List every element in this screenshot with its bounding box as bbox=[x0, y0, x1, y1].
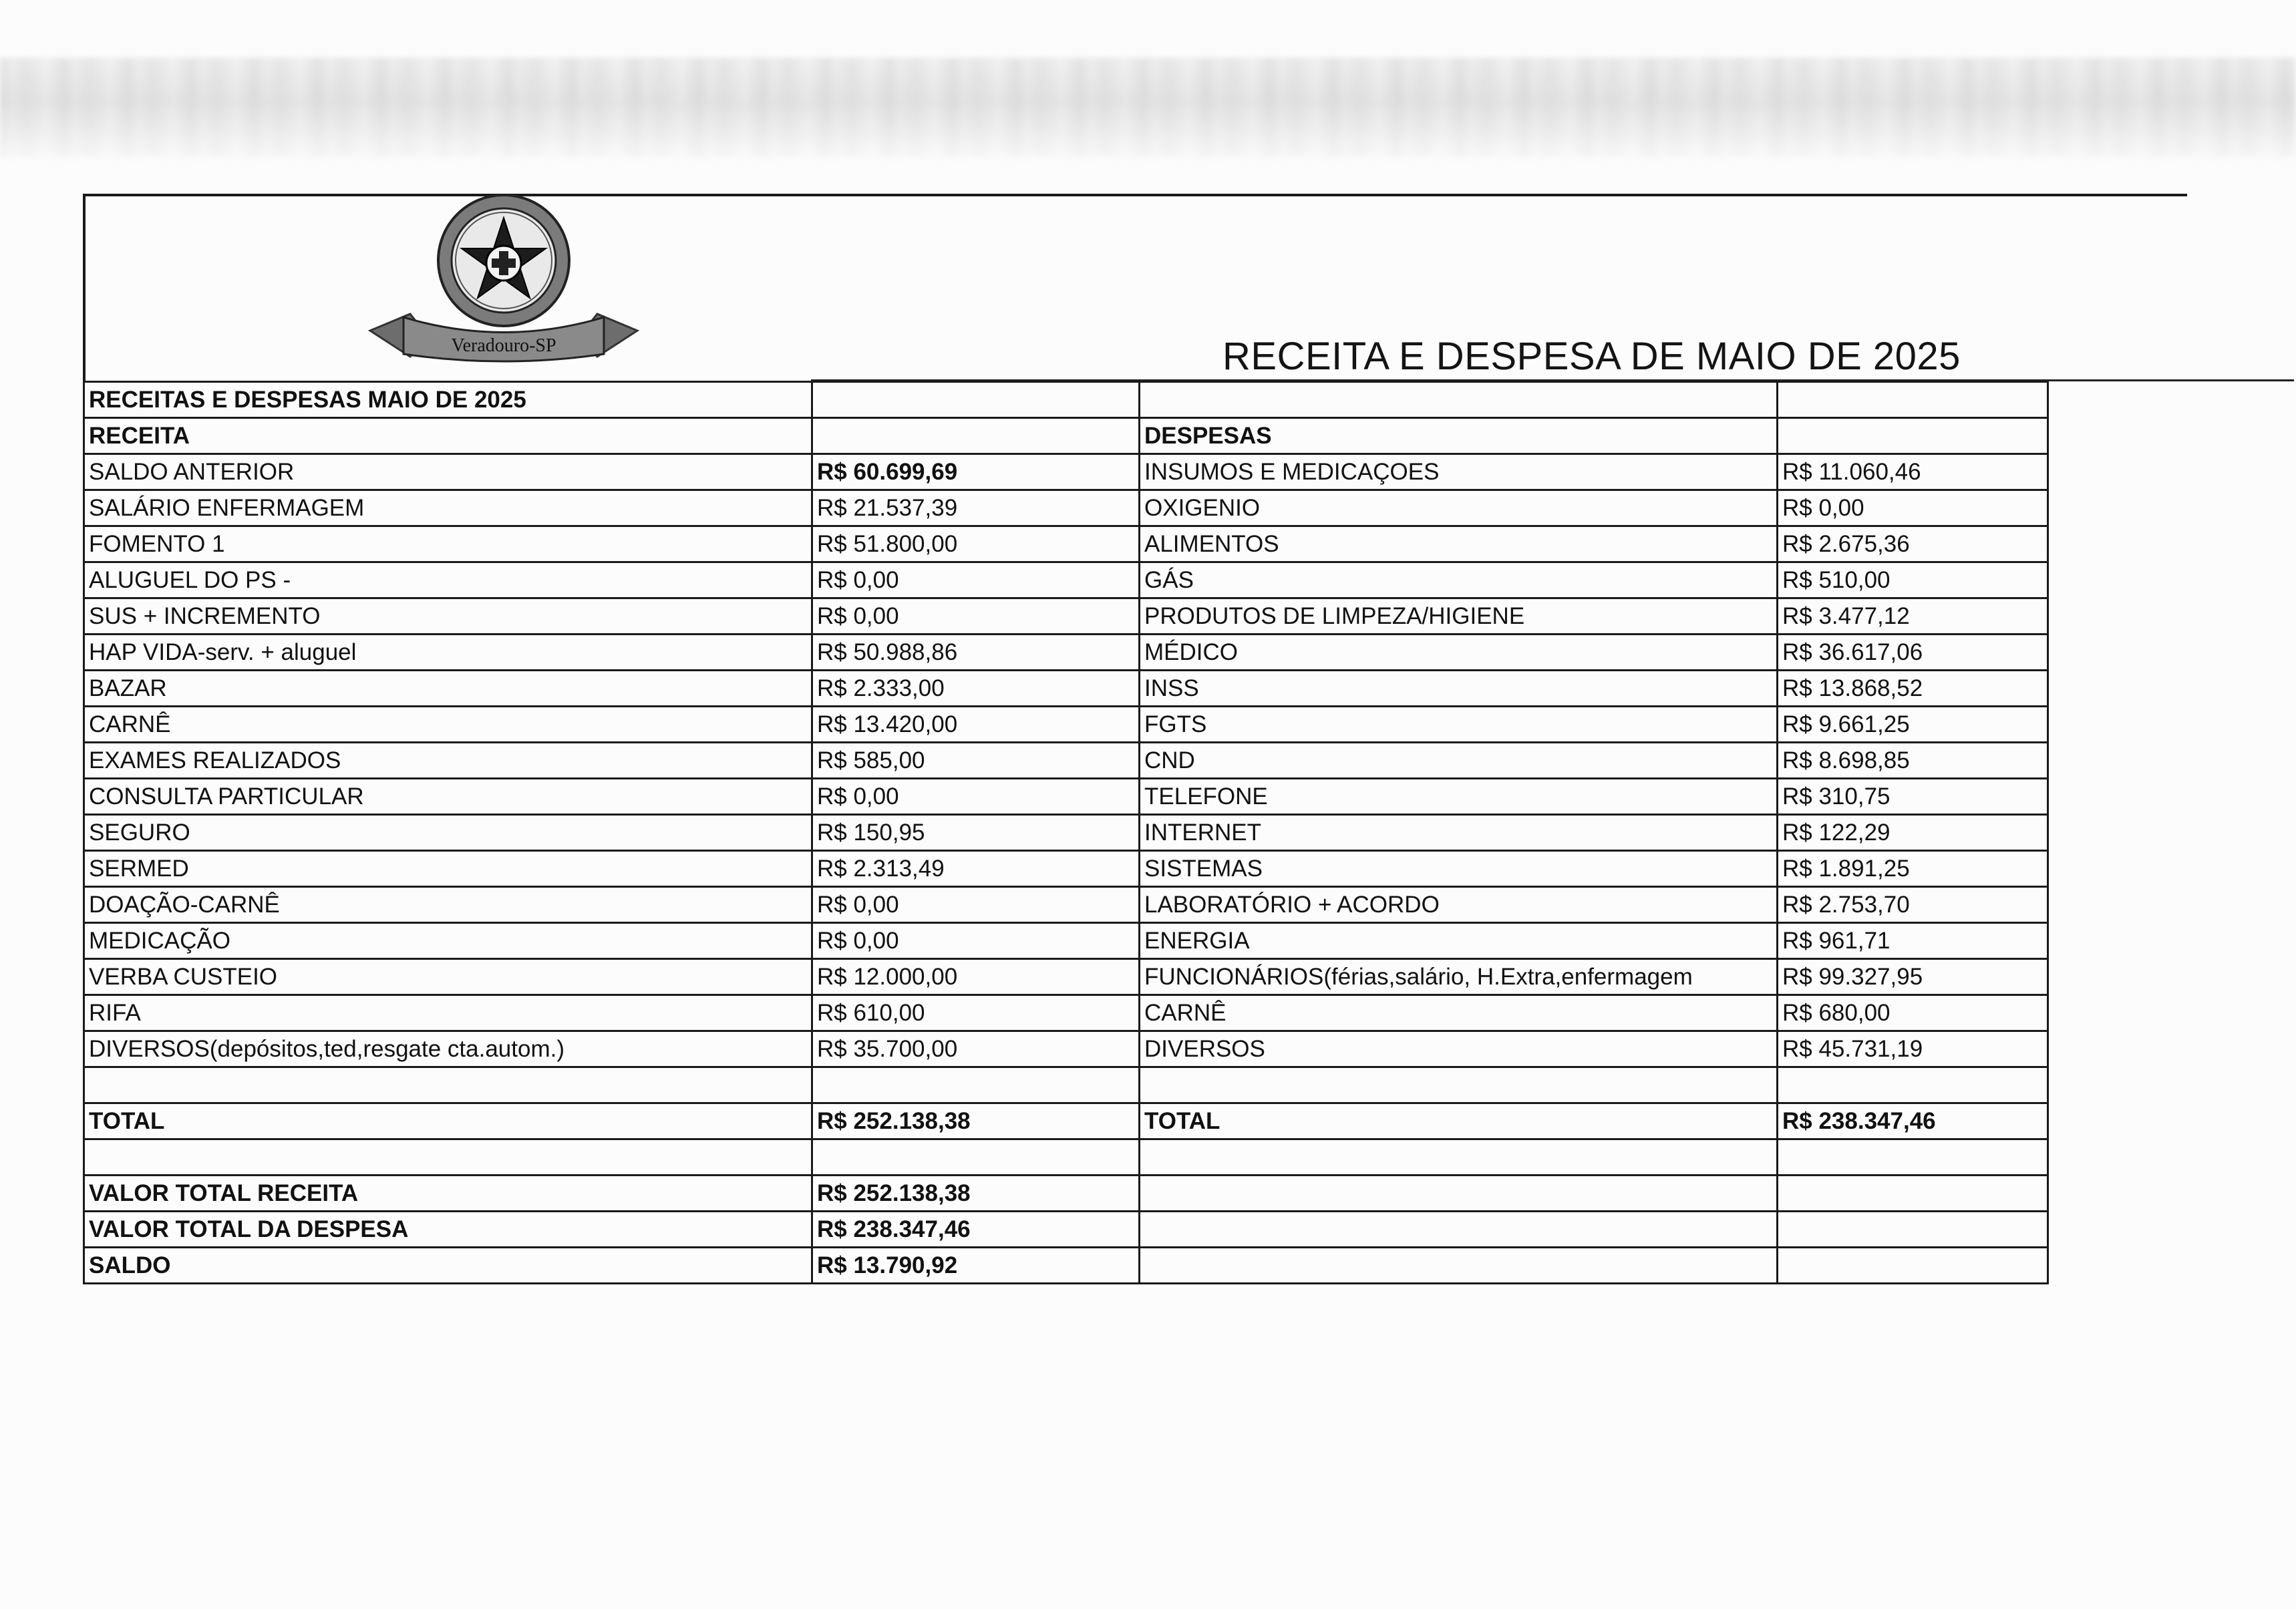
summary-value: R$ 252.138,38 bbox=[812, 1176, 1140, 1212]
empty-cell bbox=[1778, 382, 2048, 418]
despesa-label: GÁS bbox=[1140, 562, 1778, 598]
section-heading-row bbox=[84, 418, 2048, 454]
table-row bbox=[84, 635, 2048, 671]
empty-cell bbox=[1778, 1139, 2048, 1176]
table-row bbox=[84, 887, 2048, 923]
receita-label: SALÁRIO ENFERMAGEM bbox=[84, 490, 812, 526]
blank-row bbox=[84, 1139, 2048, 1176]
despesa-label: INSUMOS E MEDICAÇOES bbox=[1140, 454, 1778, 490]
empty-cell bbox=[1778, 1212, 2048, 1248]
receita-label: CONSULTA PARTICULAR bbox=[84, 779, 812, 815]
empty-cell bbox=[1140, 1176, 1778, 1212]
table-row bbox=[84, 995, 2048, 1031]
receita-value: R$ 13.420,00 bbox=[812, 707, 1140, 743]
table-row bbox=[84, 562, 2048, 598]
table-heading: RECEITAS E DESPESAS MAIO DE 2025 bbox=[84, 382, 812, 418]
despesa-value: R$ 45.731,19 bbox=[1778, 1031, 2048, 1067]
receita-value: R$ 0,00 bbox=[812, 887, 1140, 923]
table-row bbox=[84, 959, 2048, 995]
receita-label: ALUGUEL DO PS - bbox=[84, 562, 812, 598]
empty-cell bbox=[1778, 418, 2048, 454]
receita-label: BAZAR bbox=[84, 671, 812, 707]
ledger-body bbox=[84, 382, 2048, 1284]
receita-value: R$ 2.313,49 bbox=[812, 851, 1140, 887]
summary-row bbox=[84, 1212, 2048, 1248]
empty-cell bbox=[1778, 1176, 2048, 1212]
receita-value: R$ 0,00 bbox=[812, 562, 1140, 598]
summary-label: VALOR TOTAL DA DESPESA bbox=[84, 1212, 812, 1248]
empty-cell bbox=[812, 1139, 1140, 1176]
despesa-value: R$ 0,00 bbox=[1778, 490, 2048, 526]
empty-cell bbox=[1140, 1067, 1778, 1103]
table-row bbox=[84, 923, 2048, 959]
despesa-label: FUNCIONÁRIOS(férias,salário, H.Extra,enfermagem bbox=[1140, 959, 1778, 995]
receita-label: DOAÇÃO-CARNÊ bbox=[84, 887, 812, 923]
receita-value: R$ 50.988,86 bbox=[812, 635, 1140, 671]
empty-cell bbox=[84, 1067, 812, 1103]
receita-value: R$ 51.800,00 bbox=[812, 526, 1140, 562]
blank-row bbox=[84, 1067, 2048, 1103]
receita-total-label: TOTAL bbox=[84, 1103, 812, 1139]
despesa-label: DIVERSOS bbox=[1140, 1031, 1778, 1067]
empty-cell bbox=[1778, 1067, 2048, 1103]
receita-value: R$ 35.700,00 bbox=[812, 1031, 1140, 1067]
despesas-heading: DESPESAS bbox=[1140, 418, 1778, 454]
receita-value: R$ 0,00 bbox=[812, 598, 1140, 635]
table-row bbox=[84, 779, 2048, 815]
receita-value: R$ 150,95 bbox=[812, 815, 1140, 851]
receita-label: VERBA CUSTEIO bbox=[84, 959, 812, 995]
empty-cell bbox=[1778, 1248, 2048, 1284]
table-row bbox=[84, 851, 2048, 887]
table-row bbox=[84, 1031, 2048, 1067]
receita-label: DIVERSOS(depósitos,ted,resgate cta.autom.) bbox=[84, 1031, 812, 1067]
receita-label: MEDICAÇÃO bbox=[84, 923, 812, 959]
scan-artifact-band bbox=[0, 57, 2296, 158]
institution-logo bbox=[363, 194, 644, 367]
receita-value: R$ 60.699,69 bbox=[812, 454, 1140, 490]
receita-label: HAP VIDA-serv. + aluguel bbox=[84, 635, 812, 671]
summary-row bbox=[84, 1176, 2048, 1212]
receita-value: R$ 0,00 bbox=[812, 923, 1140, 959]
totals-row bbox=[84, 1103, 2048, 1139]
receita-label: RIFA bbox=[84, 995, 812, 1031]
despesa-label: INSS bbox=[1140, 671, 1778, 707]
logo-motto: Veradouro-SP bbox=[451, 335, 556, 356]
receita-label: SEGURO bbox=[84, 815, 812, 851]
table-row bbox=[84, 526, 2048, 562]
table-row bbox=[84, 598, 2048, 635]
despesa-label: CARNÊ bbox=[1140, 995, 1778, 1031]
receita-label: CARNÊ bbox=[84, 707, 812, 743]
table-row bbox=[84, 454, 2048, 490]
despesa-label: CND bbox=[1140, 743, 1778, 779]
table-row bbox=[84, 671, 2048, 707]
despesa-label: TELEFONE bbox=[1140, 779, 1778, 815]
ledger-table bbox=[83, 381, 2049, 1284]
despesa-value: R$ 680,00 bbox=[1778, 995, 2048, 1031]
receita-value: R$ 21.537,39 bbox=[812, 490, 1140, 526]
empty-cell bbox=[1140, 1248, 1778, 1284]
despesa-label: FGTS bbox=[1140, 707, 1778, 743]
table-row bbox=[84, 490, 2048, 526]
despesa-label: PRODUTOS DE LIMPEZA/HIGIENE bbox=[1140, 598, 1778, 635]
summary-label: VALOR TOTAL RECEITA bbox=[84, 1176, 812, 1212]
despesa-value: R$ 99.327,95 bbox=[1778, 959, 2048, 995]
despesa-value: R$ 1.891,25 bbox=[1778, 851, 2048, 887]
empty-cell bbox=[812, 418, 1140, 454]
despesa-total-label: TOTAL bbox=[1140, 1103, 1778, 1139]
receita-total-value: R$ 252.138,38 bbox=[812, 1103, 1140, 1139]
empty-cell bbox=[1140, 1212, 1778, 1248]
despesa-value: R$ 961,71 bbox=[1778, 923, 2048, 959]
despesa-total-value: R$ 238.347,46 bbox=[1778, 1103, 2048, 1139]
despesa-value: R$ 2.675,36 bbox=[1778, 526, 2048, 562]
document-title: RECEITA E DESPESA DE MAIO DE 2025 bbox=[1222, 335, 1961, 378]
summary-value: R$ 13.790,92 bbox=[812, 1248, 1140, 1284]
receita-label: EXAMES REALIZADOS bbox=[84, 743, 812, 779]
despesa-value: R$ 2.753,70 bbox=[1778, 887, 2048, 923]
despesa-label: INTERNET bbox=[1140, 815, 1778, 851]
despesa-label: OXIGENIO bbox=[1140, 490, 1778, 526]
receita-value: R$ 585,00 bbox=[812, 743, 1140, 779]
receita-heading: RECEITA bbox=[84, 418, 812, 454]
despesa-value: R$ 310,75 bbox=[1778, 779, 2048, 815]
despesa-value: R$ 510,00 bbox=[1778, 562, 2048, 598]
despesa-value: R$ 13.868,52 bbox=[1778, 671, 2048, 707]
empty-cell bbox=[1140, 382, 1778, 418]
despesa-value: R$ 8.698,85 bbox=[1778, 743, 2048, 779]
despesa-value: R$ 9.661,25 bbox=[1778, 707, 2048, 743]
despesa-label: ENERGIA bbox=[1140, 923, 1778, 959]
receita-label: FOMENTO 1 bbox=[84, 526, 812, 562]
despesa-value: R$ 11.060,46 bbox=[1778, 454, 2048, 490]
despesa-label: ALIMENTOS bbox=[1140, 526, 1778, 562]
document-sheet bbox=[83, 194, 2187, 1397]
receita-label: SUS + INCREMENTO bbox=[84, 598, 812, 635]
despesa-label: MÉDICO bbox=[1140, 635, 1778, 671]
receita-value: R$ 2.333,00 bbox=[812, 671, 1140, 707]
summary-value: R$ 238.347,46 bbox=[812, 1212, 1140, 1248]
receita-label: SALDO ANTERIOR bbox=[84, 454, 812, 490]
empty-cell bbox=[812, 1067, 1140, 1103]
receita-value: R$ 610,00 bbox=[812, 995, 1140, 1031]
table-row bbox=[84, 743, 2048, 779]
despesa-label: SISTEMAS bbox=[1140, 851, 1778, 887]
despesa-value: R$ 36.617,06 bbox=[1778, 635, 2048, 671]
table-row bbox=[84, 815, 2048, 851]
empty-cell bbox=[1140, 1139, 1778, 1176]
empty-cell bbox=[84, 1139, 812, 1176]
despesa-value: R$ 3.477,12 bbox=[1778, 598, 2048, 635]
receita-label: SERMED bbox=[84, 851, 812, 887]
despesa-value: R$ 122,29 bbox=[1778, 815, 2048, 851]
summary-label: SALDO bbox=[84, 1248, 812, 1284]
table-heading-row bbox=[84, 382, 2048, 418]
table-row bbox=[84, 707, 2048, 743]
despesa-label: LABORATÓRIO + ACORDO bbox=[1140, 887, 1778, 923]
summary-row bbox=[84, 1248, 2048, 1284]
receita-value: R$ 12.000,00 bbox=[812, 959, 1140, 995]
empty-cell bbox=[812, 382, 1140, 418]
receita-value: R$ 0,00 bbox=[812, 779, 1140, 815]
